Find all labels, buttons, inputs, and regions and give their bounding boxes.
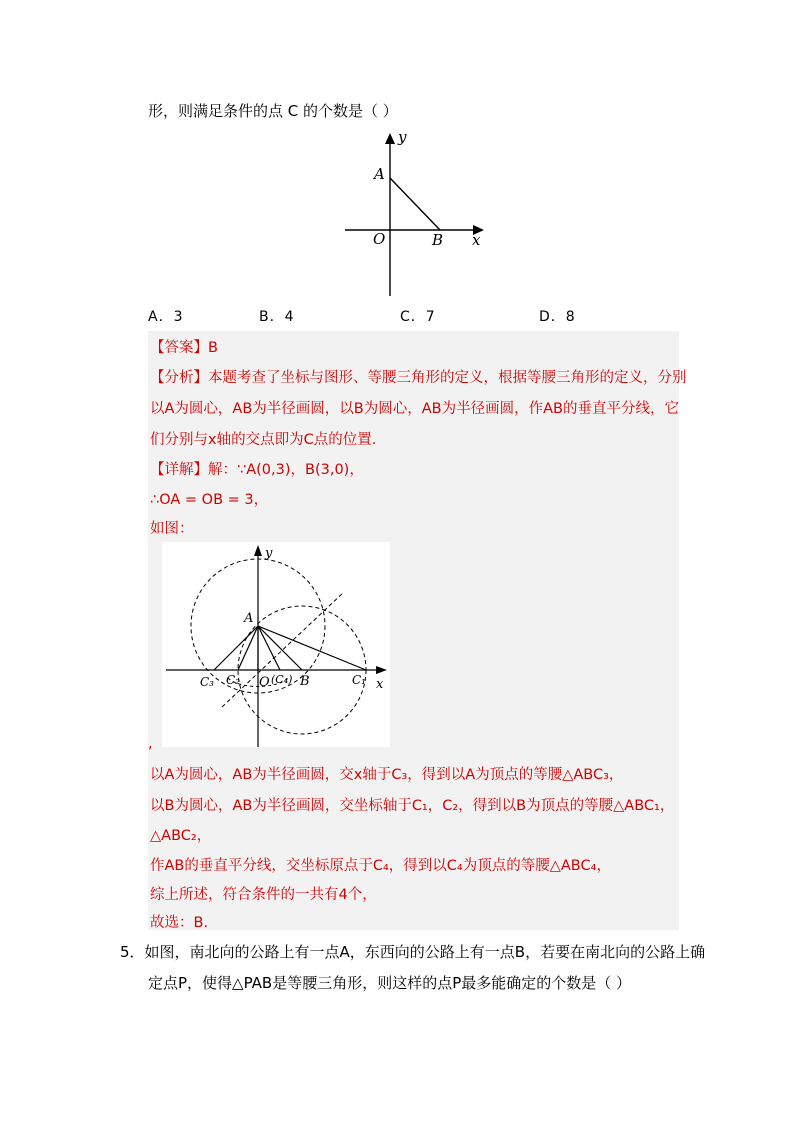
detail-line-2: ∴OA = OB = 3， xyxy=(150,492,269,508)
option-d: D．8 xyxy=(539,309,576,325)
detail-line-3: 如图： xyxy=(150,521,194,537)
detail-line-4: 以A为圆心，AB为半径画圆，交x轴于C₃，得到以A为顶点的等腰△ABC₃， xyxy=(150,767,624,783)
detail-line-7: 作AB的垂直平分线，交坐标原点于C₄，得到以C₄为顶点的等腰△ABC₄， xyxy=(150,858,611,874)
segment-a-c2 xyxy=(238,626,258,670)
point-a-label: A xyxy=(244,611,254,626)
segment-a-b xyxy=(258,626,302,670)
origin-label: O xyxy=(373,230,386,248)
analysis-line-2: 以A为圆心，AB为半径画圆，以B为圆心，AB为半径画圆，作AB的垂直平分线，它 xyxy=(150,401,679,417)
y-axis-arrow xyxy=(385,133,395,144)
y-axis-label: y xyxy=(265,546,273,561)
option-c: C．7 xyxy=(400,309,436,325)
point-c1-label: C₁ xyxy=(352,673,366,687)
solution-figure-panel xyxy=(162,542,390,747)
point-o-label: O xyxy=(259,675,270,690)
y-axis-label: y xyxy=(398,128,407,146)
detail-line-6: △ABC₂， xyxy=(150,828,212,844)
detail-line-8: 综上所述，符合条件的一共有4个， xyxy=(150,887,377,903)
point-c4-label: (C₄) xyxy=(271,673,293,686)
x-axis-label: x xyxy=(376,677,384,692)
detail-line-9: 故选：B. xyxy=(150,915,209,931)
solution-figure xyxy=(162,542,390,747)
question-5-line-2: 定点P，使得△PAB是等腰三角形，则这样的点P最多能确定的个数是（ ） xyxy=(148,974,632,992)
question-4-figure xyxy=(340,128,490,298)
x-axis-arrow xyxy=(376,666,387,674)
detail-line-5: 以B为圆心，AB为半径画圆，交坐标轴于C₁，C₂，得到以B为顶点的等腰△ABC₁， xyxy=(150,798,675,814)
analysis-line-3: 们分别与x轴的交点即为C点的位置. xyxy=(150,432,377,448)
question-4-stem: 形，则满足条件的点 C 的个数是（ ） xyxy=(148,102,398,120)
segment-a-mid xyxy=(258,626,280,670)
segment-a-c3 xyxy=(214,626,258,670)
answer-line: 【答案】B xyxy=(150,340,218,356)
point-c3-label: C₃ xyxy=(200,675,214,689)
segment-ab xyxy=(390,178,440,230)
point-c2-label: C₂ xyxy=(226,673,240,687)
segment-a-c1 xyxy=(258,626,366,670)
detail-line-1: 【详解】解：∵A(0,3)，B(3,0)， xyxy=(150,462,364,478)
x-axis-label: x xyxy=(472,231,481,249)
figure-trailing-comma: , xyxy=(148,736,153,752)
option-a: A．3 xyxy=(148,309,184,325)
point-a-label: A xyxy=(374,165,385,183)
point-b-label: B xyxy=(432,231,444,249)
question-5-line-1: 5．如图，南北向的公路上有一点A，东西向的公路上有一点B，若要在南北向的公路上确 xyxy=(120,943,706,961)
point-b-label: B xyxy=(300,674,310,689)
analysis-line-1: 【分析】本题考查了坐标与图形、等腰三角形的定义，根据等腰三角形的定义，分别 xyxy=(150,370,687,386)
option-b: B．4 xyxy=(259,309,295,325)
y-axis-arrow xyxy=(254,545,262,556)
